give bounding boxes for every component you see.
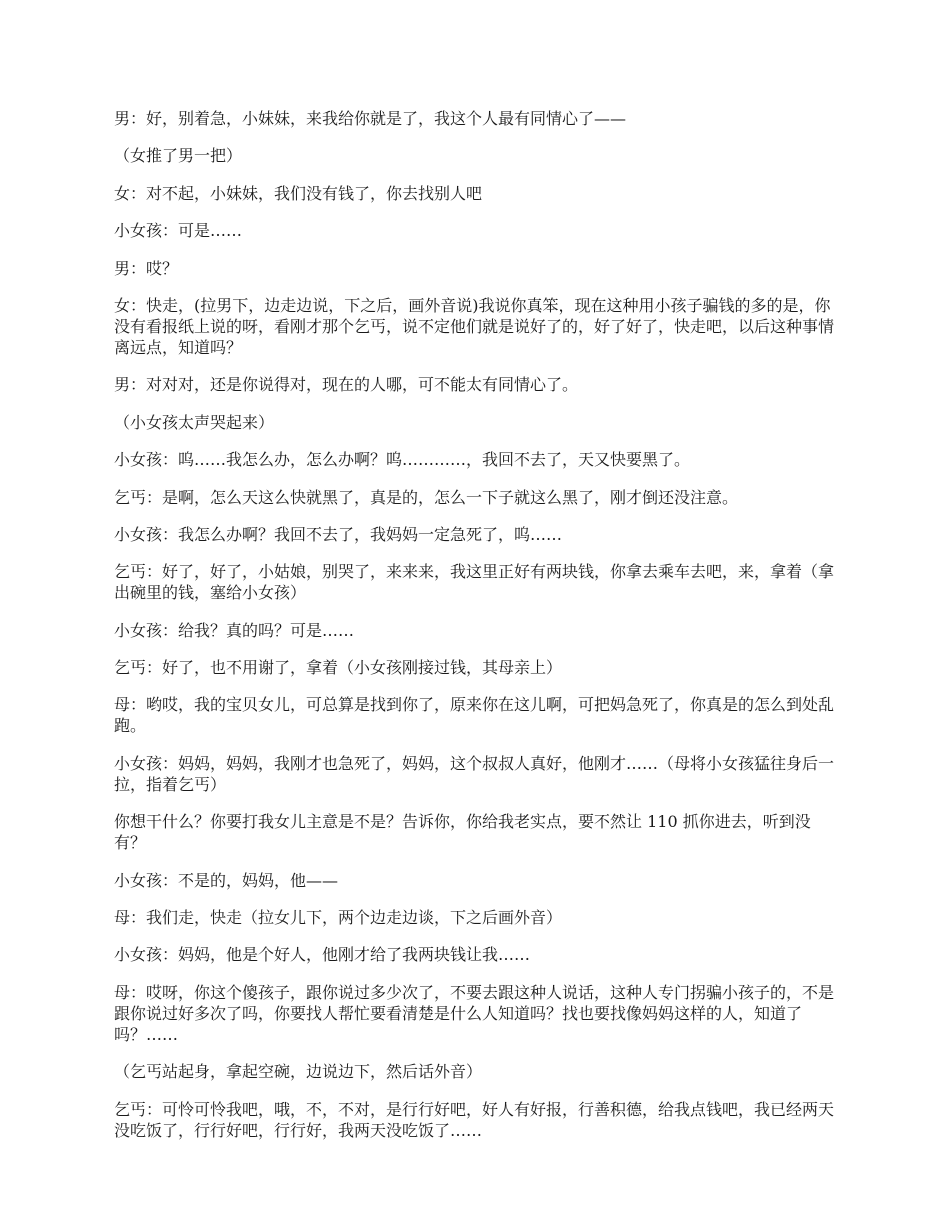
paragraph: 小女孩：妈妈，他是个好人，他刚才给了我两块钱让我…… — [114, 945, 531, 965]
paragraph: 小女孩：给我？真的吗？可是…… — [114, 620, 355, 640]
paragraph: 男：哎？ — [114, 258, 179, 278]
paragraph: 小女孩：妈妈，妈妈，我刚才也急死了，妈妈，这个叔叔人真好，他刚才……（母将小女孩猛往身后一拉，指着乞丐） — [114, 753, 835, 794]
paragraph: 乞丐：可怜可怜我吧，哦，不，不对，是行行好吧，好人有好报，行善积德，给我点钱吧，我已经两天没吃饭了，行行好吧，行行好，我两天没吃饭了…… — [114, 1099, 835, 1140]
paragraph: 女：快走，(拉男下，边走边说，下之后，画外音说)我说你真笨，现在这种用小孩子骗钱的多的是，你没有看报纸上说的呀，看刚才那个乞丐，说不定他们就是说好了的，好了好了，快走吧，以后这种事情离远点，知道吗？ — [114, 295, 835, 357]
paragraph: 男：对对对，还是你说得对，现在的人哪，可不能太有同情心了。 — [114, 375, 579, 395]
paragraph: 小女孩：呜……我怎么办，怎么办啊？呜…………，我回不去了，天又快要黑了。 — [114, 450, 691, 470]
paragraph: 母：哟哎，我的宝贝女儿，可总算是找到你了，原来你在这儿啊，可把妈急死了，你真是的怎么到处乱跑。 — [114, 695, 835, 736]
paragraph: 小女孩：我怎么办啊？我回不去了，我妈妈一定急死了，呜…… — [114, 524, 563, 544]
paragraph: 你想干什么？你要打我女儿主意是不是？告诉你，你给我老实点，要不然让 110 抓你进去，听到没有？ — [114, 812, 811, 853]
paragraph: 母：我们走，快走（拉女儿下，两个边走边谈，下之后画外音） — [114, 908, 563, 928]
paragraph: 乞丐：好了，也不用谢了，拿着（小女孩刚接过钱，其母亲上） — [114, 658, 563, 678]
paragraph: 乞丐：是啊，怎么天这么快就黑了，真是的，怎么一下子就这么黑了，刚才倒还没注意。 — [114, 487, 739, 507]
paragraph: 乞丐：好了，好了，小姑娘，别哭了，来来来，我这里正好有两块钱，你拿去乘车去吧，来，拿着（拿出碗里的钱，塞给小女孩） — [114, 562, 835, 603]
paragraph: （女推了男一把） — [114, 146, 243, 166]
paragraph: 母：哎呀，你这个傻孩子，跟你说过多少次了，不要去跟这种人说话，这种人专门拐骗小孩子的，不是跟你说过好多次了吗，你要找人帮忙要看清楚是什么人知道吗？找也要找像妈妈这样的人，知道了吗？…… — [114, 982, 835, 1044]
paragraph: （小女孩太声哭起来） — [114, 412, 275, 432]
paragraph: （乞丐站起身，拿起空碗，边说边下，然后话外音） — [114, 1062, 483, 1082]
paragraph: 小女孩：可是…… — [114, 221, 243, 241]
document-body — [114, 108, 840, 1157]
paragraph: 小女孩：不是的，妈妈，他—— — [114, 870, 339, 890]
paragraph: 女：对不起，小妹妹，我们没有钱了，你去找别人吧 — [114, 183, 483, 203]
paragraph: 男：好，别着急，小妹妹，来我给你就是了，我这个人最有同情心了—— — [114, 109, 627, 128]
